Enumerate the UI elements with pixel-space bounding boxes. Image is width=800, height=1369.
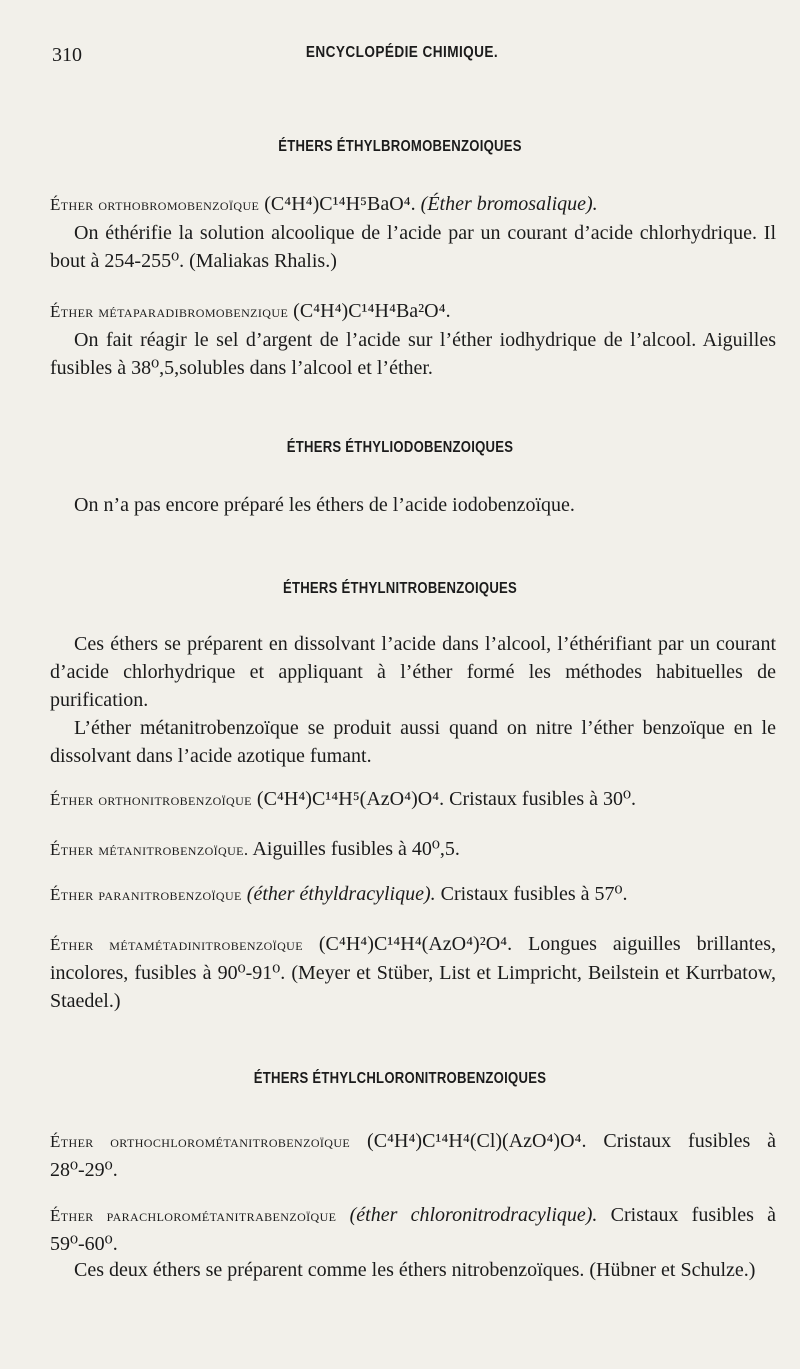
compound-name: Éther orthobromobenzoïque bbox=[50, 195, 260, 214]
entry-text: Longues aiguilles brillantes, incolores, fusibles à 90⁰-91⁰. (Meyer et Stüber, List et Limpricht, Beilstein et Kurrbatow, Staedel.) bbox=[50, 933, 777, 1012]
compound-formula: (C⁴H⁴)C¹⁴H⁴(AzO⁴)²O⁴. bbox=[318, 933, 513, 955]
entry-text: Cristaux fusibles à 30⁰. bbox=[449, 788, 637, 810]
section-heading: ÉTHERS ÉTHYLIODOBENZOIQUES bbox=[286, 439, 514, 456]
page-header bbox=[52, 44, 752, 68]
entry-paragraph bbox=[50, 1127, 776, 1184]
page-number: 310 bbox=[52, 44, 82, 66]
entry-text: Cristaux fusibles à 57⁰. bbox=[440, 883, 628, 905]
entry-paragraph bbox=[50, 785, 776, 814]
section-heading: ÉTHERS ÉTHYLCHLORONITROBENZOIQUES bbox=[253, 1070, 547, 1087]
section-text: On n’a pas encore préparé les éthers de l’acide iodobenzoïque. bbox=[74, 494, 575, 516]
compound-synonym: (éther éthyldracylique). bbox=[246, 883, 436, 905]
compound-name: Éther métaparadibromobenzique bbox=[50, 302, 289, 321]
compound-formula: (C⁴H⁴)C¹⁴H⁵BaO⁴. bbox=[264, 193, 416, 215]
section-paragraph bbox=[50, 714, 776, 770]
compound-name: Éther parachlorométanitrabenzoïque bbox=[50, 1206, 337, 1225]
compound-formula: (C⁴H⁴)C¹⁴H⁵(AzO⁴)O⁴. bbox=[256, 788, 445, 810]
entry-paragraph bbox=[50, 930, 776, 1015]
compound-name: Éther paranitrobenzoïque bbox=[50, 885, 242, 904]
compound-synonym: (Éther bromosalique). bbox=[420, 193, 598, 215]
compound-name: Éther orthonitrobenzoïque bbox=[50, 790, 252, 809]
entry-paragraph bbox=[50, 190, 776, 275]
compound-formula: (C⁴H⁴)C¹⁴H⁴Ba²O⁴. bbox=[293, 300, 451, 322]
entry-text: Cristaux fusibles à 28⁰-29⁰. bbox=[50, 1130, 777, 1181]
entry-text: Aiguilles fusibles à 40⁰,5. bbox=[252, 838, 460, 860]
entry-paragraph bbox=[50, 1201, 776, 1258]
section-text: Ces deux éthers se préparent comme les éthers nitrobenzoïques. (Hübner et Schulze.) bbox=[74, 1259, 756, 1281]
section-text: L’éther métanitrobenzoïque se produit aussi quand on nitre l’éther benzoïque en le dissolvant dans l’acide azotique fumant. bbox=[50, 717, 776, 767]
section-paragraph bbox=[50, 1256, 776, 1284]
entry-text: On fait réagir le sel d’argent de l’acide sur l’éther iodhydrique de l’alcool. Aiguilles fusibles à 38⁰,5,solubles dans l’alcool et l’éther. bbox=[50, 329, 776, 379]
section-heading: ÉTHERS ÉTHYLNITROBENZOIQUES bbox=[282, 580, 518, 597]
entry-paragraph bbox=[50, 880, 776, 909]
section-heading: ÉTHERS ÉTHYLBROMOBENZOIQUES bbox=[278, 138, 522, 155]
entry-text: Cristaux fusibles à 59⁰-60⁰. bbox=[50, 1204, 776, 1255]
compound-name: Éther orthochlorométanitrobenzoïque bbox=[50, 1132, 351, 1151]
compound-name: Éther métamétadinitrobenzoïque bbox=[50, 935, 303, 954]
section-paragraph bbox=[50, 491, 776, 519]
running-title: ENCYCLOPÉDIE CHIMIQUE. bbox=[305, 44, 499, 61]
section-paragraph bbox=[50, 630, 776, 714]
entry-paragraph bbox=[50, 297, 776, 382]
compound-name: Éther métanitrobenzoïque. bbox=[50, 840, 249, 859]
compound-synonym: (éther chloronitrodracylique). bbox=[349, 1204, 598, 1226]
entry-text: On éthérifie la solution alcoolique de l’acide par un courant d’acide chlorhydrique. Il bout à 254-255⁰. (Maliakas Rhalis.) bbox=[50, 222, 776, 272]
entry-paragraph bbox=[50, 835, 776, 864]
section-text: Ces éthers se préparent en dissolvant l’acide dans l’alcool, l’éthérifiant par un courant d’acide chlorhydrique et appliquant à l’éther formé les méthodes habituelles de purification. bbox=[50, 633, 776, 711]
compound-formula: (C⁴H⁴)C¹⁴H⁴(Cl)(AzO⁴)O⁴. bbox=[367, 1130, 587, 1152]
